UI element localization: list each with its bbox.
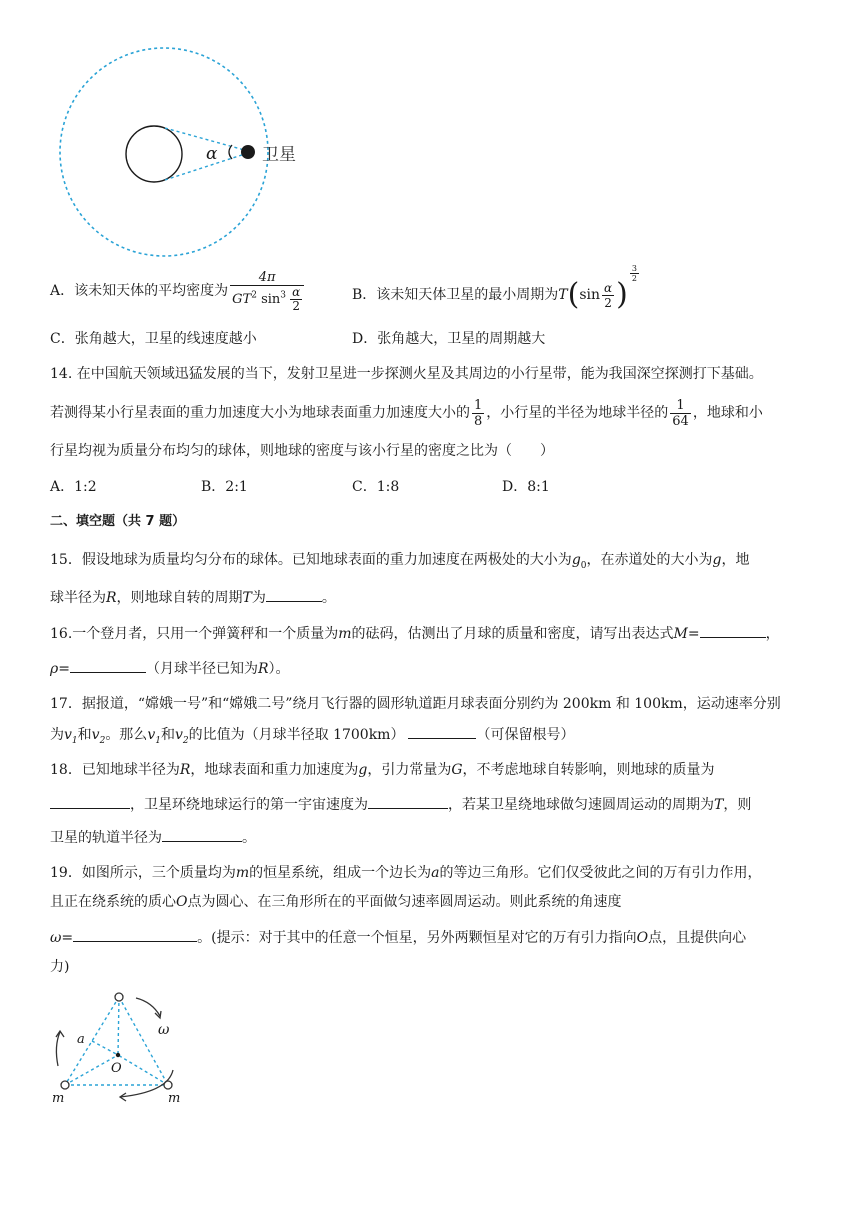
q15-l2d: 。 (321, 590, 336, 606)
q17-l2e: 的比值为（月球半径取 1700km） (188, 727, 405, 743)
star-left (61, 1081, 69, 1089)
orbit-circle (60, 48, 268, 256)
var-v2-b: v (174, 727, 183, 743)
q16-l1a: 16.一个登月者，只用一个弹簧秤和一个质量为 (50, 626, 339, 642)
center-dot (116, 1053, 120, 1057)
q18-l1a: 18．已知地球半径为 (50, 762, 180, 778)
q14-frac1-num: 1 (474, 397, 483, 413)
q17-l2f: （可保留根号） (476, 727, 575, 743)
q16-l2c: （月球半径已知为 (145, 661, 258, 677)
q19-l2a: 且正在绕系统的质心 (50, 894, 176, 910)
q14-line2b: ，小行星的半径为地球半径的 (486, 405, 669, 421)
median-top (118, 997, 119, 1055)
answer-blank-18-mass[interactable] (50, 794, 130, 809)
q16-line1 (50, 623, 780, 644)
var-r-3: R (179, 762, 191, 778)
q15-l1c: ，地 (721, 552, 750, 568)
q18-l1b: ，地球表面和重力加速度为 (190, 762, 359, 778)
q14-line1: 14. 在中国航天领域迅猛发展的当下，发射卫星进一步探测火星及其周边的小行星带，能为我国深空探测打下基础。 (50, 366, 763, 382)
q18-l3a: 卫星的轨道半径为 (50, 830, 162, 846)
var-v2-b-sub: 2 (182, 735, 189, 746)
q14-line2c: ，地球和小 (692, 405, 763, 421)
option-14b: B．2:1 (201, 479, 248, 495)
density-den-sin: sin (261, 291, 281, 307)
q18-l2c: ，则 (723, 797, 752, 813)
rotation-arrowhead-left (56, 1031, 64, 1037)
var-g-2: g (358, 762, 368, 778)
answer-blank-18-radius[interactable] (162, 827, 242, 842)
q19-line4: 力) (50, 959, 70, 975)
q19-l3b: = (61, 930, 74, 946)
var-t: T (242, 590, 252, 606)
q19-l1b: 的恒星系统，组成一个边长为 (249, 865, 432, 881)
var-v1: v (64, 727, 72, 743)
star-top (115, 993, 123, 1001)
q19-l3c: 。(提示：对于其中的任意一个恒星，另外两颗恒星对它的万有引力指向 (197, 930, 637, 946)
var-O-2: O (636, 930, 649, 946)
option-14a: A．1:2 (50, 479, 97, 495)
density-den-two: 2 (292, 298, 301, 313)
var-r: R (106, 590, 117, 606)
var-v2: v (91, 727, 100, 743)
density-numerator: 4π (258, 269, 276, 285)
q18-l3b: 。 (242, 830, 256, 846)
option-14c: C．1:8 (352, 479, 400, 495)
q15-l2a: 球半径为 (50, 590, 106, 606)
var-rho: ρ (50, 661, 59, 677)
answer-blank-19[interactable] (73, 927, 197, 942)
answer-blank-17[interactable] (408, 724, 476, 739)
option-13b-text: B．该未知天体卫星的最小周期为 (352, 287, 559, 303)
q16-l1c: = (687, 626, 700, 642)
var-r-2: R (257, 661, 269, 677)
var-M: M (673, 626, 688, 642)
q17-line1: 17．据报道，“嫦娥一号”和“嫦娥二号”绕月飞行器的圆形轨道距月球表面分别约为 200km 和 100km，运动速率分别 (50, 696, 781, 712)
var-g: g (712, 552, 722, 568)
option-14d: D．8:1 (502, 479, 550, 495)
var-t-2: T (714, 797, 724, 813)
var-v1-b: v (147, 727, 156, 743)
period-alpha: α (604, 280, 613, 295)
option-13a (50, 264, 306, 318)
omega-label: ω (158, 1022, 170, 1038)
section-2-heading: 二、填空题（共 7 题） (50, 514, 186, 529)
rotation-arrow-left (56, 1032, 60, 1066)
q16-l2b: = (58, 661, 70, 677)
q16-l1b: 的砝码，估测出了月球的质量和密度，请写出表达式 (351, 626, 674, 642)
planet-circle (126, 126, 182, 182)
q15-l2b: ，则地球自转的周期 (116, 590, 243, 606)
q19-l1a: 19．如图所示，三个质量均为 (50, 865, 236, 881)
period-two: 2 (604, 295, 612, 310)
q15-line1 (50, 550, 749, 576)
satellite-dot (241, 145, 255, 159)
var-O: O (176, 894, 188, 910)
answer-blank-16-density[interactable] (70, 658, 146, 673)
q18-l1c: ，引力常量为 (367, 762, 452, 778)
q18-line1 (50, 760, 715, 780)
period-sin: sin (579, 287, 601, 303)
alpha-label: α (206, 144, 218, 164)
q18-l2b: ，若某卫星绕地球做匀速圆周运动的周期为 (448, 797, 714, 813)
option-13d: D．张角越大，卫星的周期越大 (352, 331, 546, 347)
q18-l1d: ，不考虑地球自转影响，则地球的质量为 (462, 762, 715, 778)
q15-line2 (50, 587, 336, 608)
triangle-diagram (48, 988, 198, 1106)
period-exp-den: 2 (631, 274, 637, 283)
q15-l1a: 15．假设地球为质量均匀分布的球体。已知地球表面的重力加速度在两极处的大小为 (50, 552, 572, 568)
mass-label-right: m (168, 1091, 181, 1106)
median-left-mid (92, 1041, 118, 1055)
q14-frac2-num: 1 (670, 398, 691, 414)
period-t: T (558, 287, 568, 303)
var-omega: ω (50, 930, 62, 946)
q17-line2 (50, 724, 574, 751)
q19-l2b: 点为圆心、在三角形所在的平面做匀速率圆周运动。则此系统的角速度 (187, 894, 622, 910)
var-v1-b-sub: 1 (155, 735, 161, 746)
q15-l1b: ，在赤道处的大小为 (586, 552, 713, 568)
var-v2-sub: 2 (99, 735, 106, 746)
answer-blank-18-velocity[interactable] (368, 794, 448, 809)
q19-line1 (50, 863, 761, 883)
option-13c: C．张角越大，卫星的线速度越小 (50, 331, 257, 347)
side-label-a: a (77, 1032, 85, 1047)
q14-line2 (50, 393, 763, 433)
center-label-o: O (111, 1061, 122, 1076)
q15-l2c: 为 (251, 590, 266, 606)
q14-line3: 行星均视为质量分布均匀的球体，则地球的密度与该小行星的密度之比为（ ） (50, 443, 554, 459)
answer-blank-16-mass[interactable] (700, 623, 766, 638)
var-v1-sub: 1 (71, 735, 78, 746)
option-13b: B．该未知天体卫星的最小周期为T(sin $\frac{\alpha}{2}$ ) $\frac{3}{2}$ (352, 264, 637, 312)
density-den-alpha: α (292, 284, 301, 299)
angle-arc (229, 145, 232, 159)
q14-frac1-den: 8 (474, 413, 483, 429)
q17-l2a: 为 (50, 727, 64, 743)
q19-l1c: 的等边三角形。它们仅受彼此之间的万有引力作用， (439, 865, 762, 881)
var-m: m (338, 626, 352, 642)
q17-l2b: 和 (77, 727, 92, 743)
q16-l2d: ）。 (268, 661, 290, 677)
q17-l2c: 。那么 (105, 727, 148, 743)
q18-line3 (50, 827, 256, 848)
answer-blank-15[interactable] (266, 587, 322, 602)
var-m-2: m (235, 865, 250, 881)
satellite-label: 卫星 (262, 145, 296, 165)
q19-line2 (50, 892, 621, 912)
var-a: a (431, 865, 440, 881)
var-G: G (451, 762, 463, 778)
q19-l3d: 点，且提供向心 (648, 930, 747, 946)
var-g0-sub: 0 (580, 560, 587, 571)
q14-frac2-den: 64 (672, 413, 689, 429)
side-right (119, 997, 168, 1085)
median-right (118, 1055, 168, 1085)
rotation-arrow-top (136, 998, 160, 1016)
orbit-diagram (50, 2, 296, 260)
mass-label-left: m (52, 1091, 65, 1106)
q14-line2a: 若测得某小行星表面的重力加速度大小为地球表面重力加速度大小的 (50, 405, 470, 421)
q18-l2a: ，卫星环绕地球运行的第一宇宙速度为 (130, 797, 368, 813)
q16-l1d: ， (765, 626, 780, 642)
q19-line3 (50, 927, 746, 948)
period-exp-num: 3 (631, 264, 637, 273)
q17-l2d: 和 (160, 727, 175, 743)
var-g0: g (571, 552, 581, 568)
q18-line2 (50, 794, 751, 815)
option-13a-text: A．该未知天体的平均密度为 (50, 283, 229, 299)
density-fraction: 4π $GT^2$ $\sin^3$ $\frac{\alpha}{2}$ (230, 270, 304, 313)
q16-line2 (50, 658, 290, 679)
density-den-gt: GT (232, 291, 252, 307)
